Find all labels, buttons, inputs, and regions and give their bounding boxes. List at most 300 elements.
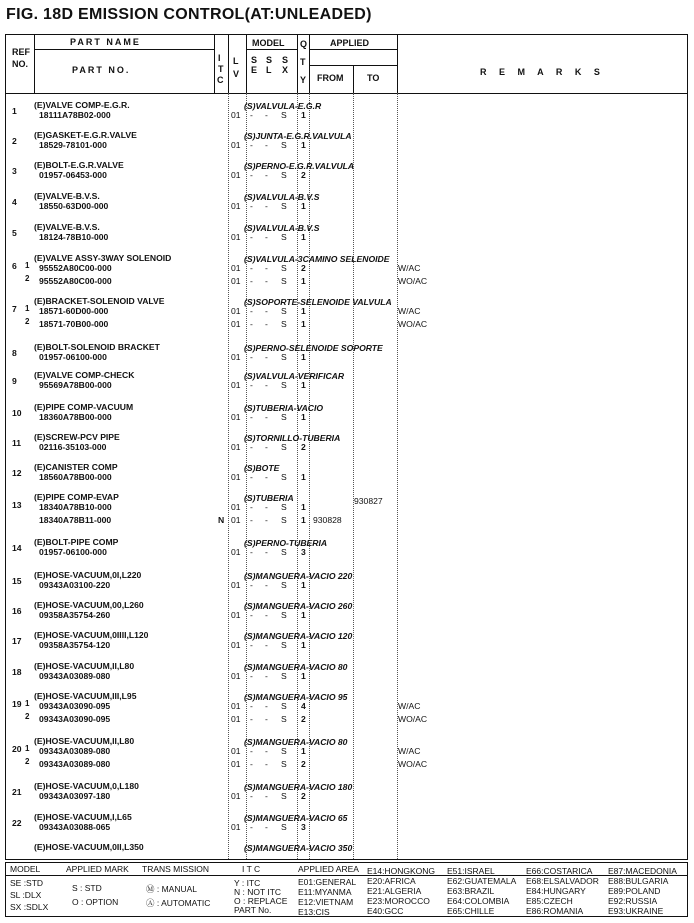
part-name: (E)VALVE COMP-CHECK — [34, 370, 135, 380]
ref-number: 12 — [12, 468, 22, 478]
legend-area-item: E85:CZECH — [526, 896, 573, 906]
qty-value: 1 — [301, 580, 306, 590]
part-name: (E)GASKET-E.G.R.VALVE — [34, 130, 137, 140]
model-sx-mark: S — [281, 170, 287, 180]
model-sx-mark: S — [281, 319, 287, 329]
part-name-header: PART NAME — [70, 37, 141, 47]
legend-transmission-header: TRANS MISSION — [142, 864, 210, 874]
legend-area-item: E93:UKRAINE — [608, 906, 664, 916]
lv-value: 01 — [231, 714, 241, 724]
legend-area-item: E21:ALGERIA — [367, 886, 422, 896]
qty-value: 1 — [301, 746, 306, 756]
lv-value: 01 — [231, 671, 241, 681]
ref-number: 1 — [12, 106, 17, 116]
lv-value: 01 — [231, 140, 241, 150]
model-se-mark: - — [250, 610, 253, 620]
lv-value: 01 — [231, 547, 241, 557]
model-sl-mark: - — [265, 472, 268, 482]
spanish-name: (S)VALVULA-B.V.S — [244, 223, 320, 233]
itc-mark: N — [218, 515, 225, 525]
spanish-name: (S)BOTE — [244, 463, 280, 473]
qty-value: 2 — [301, 759, 306, 769]
model-se-mark: - — [250, 502, 253, 512]
spanish-name: (S)MANGUERA-VACIO 350 — [244, 843, 353, 853]
legend-itc-item: PART No. — [234, 905, 272, 915]
model-se-mark: - — [250, 791, 253, 801]
spanish-name: (S)MANGUERA-VACIO 120 — [244, 631, 353, 641]
sub-index: 1 — [25, 304, 30, 313]
model-sx-mark: S — [281, 746, 287, 756]
ref-header: REF — [12, 47, 30, 57]
model-sx-mark: S — [281, 791, 287, 801]
ref-number: 9 — [12, 376, 17, 386]
qty-value: 1 — [301, 110, 306, 120]
model-se-mark: - — [250, 580, 253, 590]
model-header: MODEL — [252, 38, 285, 48]
model-sx-mark: S — [281, 502, 287, 512]
lv-value: 01 — [231, 759, 241, 769]
part-number: 18571-60D00-000 — [39, 306, 109, 316]
model-sl-mark: - — [265, 276, 268, 286]
spanish-name: (S)PERNO-E.G.R.VALVULA — [244, 161, 355, 171]
legend-area-item: E23:MOROCCO — [367, 896, 430, 906]
part-name: (E)BOLT-SOLENOID BRACKET — [34, 342, 160, 352]
legend-mark-item: S : STD — [72, 883, 102, 893]
lv-value: 01 — [231, 822, 241, 832]
model-se-mark: - — [250, 701, 253, 711]
model-sl-mark: - — [265, 580, 268, 590]
legend-area-item: E13:CIS — [298, 907, 330, 917]
ref-number: 15 — [12, 576, 22, 586]
applied-header: APPLIED — [330, 38, 370, 48]
applied-from: 930828 — [313, 515, 342, 525]
part-number: 18560A78B00-000 — [39, 472, 112, 482]
ref-number: 11 — [12, 438, 22, 448]
part-number: 09343A03089-080 — [39, 759, 111, 769]
model-sx-mark: S — [281, 714, 287, 724]
qty-value: 1 — [301, 640, 306, 650]
model-sx-mark: S — [281, 515, 287, 525]
lv-value: 01 — [231, 746, 241, 756]
legend-area-item: E86:ROMANIA — [526, 906, 584, 916]
remarks-header: R E M A R K S — [480, 67, 605, 77]
lv-value: 01 — [231, 412, 241, 422]
qty-value: 2 — [301, 714, 306, 724]
model-sl-mark: - — [265, 640, 268, 650]
model-se-mark: - — [250, 759, 253, 769]
model-sx-mark: S — [281, 263, 287, 273]
ref-number: 18 — [12, 667, 22, 677]
legend-area-item: E63:BRAZIL — [447, 886, 495, 896]
spanish-name: (S)MANGUERA-VACIO 95 — [244, 692, 348, 702]
sub-index: 1 — [25, 699, 30, 708]
legend-area-item: E40:GCC — [367, 906, 404, 916]
lv-value: 01 — [231, 319, 241, 329]
qty-value: 2 — [301, 263, 306, 273]
ref-number: 13 — [12, 500, 22, 510]
legend-area-item: E20:AFRICA — [367, 876, 416, 886]
lv-value: 01 — [231, 170, 241, 180]
spanish-name: (S)TUBERIA-VACIO — [244, 403, 324, 413]
no-header: NO. — [12, 59, 29, 69]
model-se-mark: - — [250, 412, 253, 422]
ref-number: 7 — [12, 304, 17, 314]
model-se-mark: - — [250, 276, 253, 286]
part-number: 02116-35103-000 — [39, 442, 107, 452]
model-sx-mark: S — [281, 140, 287, 150]
model-sl-mark: - — [265, 547, 268, 557]
model-se-mark: - — [250, 110, 253, 120]
remarks-value: WO/AC — [398, 276, 428, 286]
model-sl-mark: - — [265, 380, 268, 390]
model-col-sx: S X — [282, 55, 289, 75]
ref-number: 16 — [12, 606, 22, 616]
model-sx-mark: S — [281, 442, 287, 452]
sub-index: 2 — [25, 712, 30, 721]
qty-value: 4 — [301, 701, 306, 711]
sub-index: 2 — [25, 274, 30, 283]
model-sl-mark: - — [265, 746, 268, 756]
qty-value: 2 — [301, 170, 306, 180]
part-name: (E)HOSE-VACUUM,I,L65 — [34, 812, 132, 822]
model-se-mark: - — [250, 640, 253, 650]
model-se-mark: - — [250, 671, 253, 681]
part-number: 18124-78B10-000 — [39, 232, 109, 242]
model-sx-mark: S — [281, 640, 287, 650]
part-name: (E)VALVE COMP-E.G.R. — [34, 100, 130, 110]
part-number: 95552A80C00-000 — [39, 276, 112, 286]
applied-to: 930827 — [354, 496, 383, 506]
part-number: 09343A03090-095 — [39, 714, 111, 724]
part-name: (E)BOLT-PIPE COMP — [34, 537, 119, 547]
part-name: (E)SCREW-PCV PIPE — [34, 432, 120, 442]
model-se-mark: - — [250, 263, 253, 273]
qty-value: 1 — [301, 502, 306, 512]
model-sx-mark: S — [281, 822, 287, 832]
lv-value: 01 — [231, 232, 241, 242]
qty-value: 1 — [301, 380, 306, 390]
spanish-name: (S)PERNO-SELENOIDE SOPORTE — [244, 343, 383, 353]
model-sl-mark: - — [265, 412, 268, 422]
lv-value: 01 — [231, 472, 241, 482]
ref-number: 17 — [12, 636, 22, 646]
legend-model-item: SE :STD — [10, 878, 44, 888]
part-number: 18360A78B00-000 — [39, 412, 112, 422]
remarks-value: W/AC — [398, 746, 421, 756]
part-number: 09358A35754-120 — [39, 640, 111, 650]
sub-index: 1 — [25, 261, 30, 270]
spanish-name: (S)MANGUERA-VACIO 65 — [244, 813, 348, 823]
qty-value: 1 — [301, 671, 306, 681]
legend-area-item: E64:COLOMBIA — [447, 896, 510, 906]
part-number: 18340A78B11-000 — [39, 515, 112, 525]
model-sl-mark: - — [265, 110, 268, 120]
part-name: (E)HOSE-VACUUM,0,L180 — [34, 781, 139, 791]
model-se-mark: - — [250, 306, 253, 316]
legend-area-item: E66:COSTARICA — [526, 866, 593, 876]
legend-area-item: E12:VIETNAM — [298, 897, 354, 907]
lv-value: 01 — [231, 791, 241, 801]
legend-area-item: E51:ISRAEL — [447, 866, 495, 876]
qty-value: 1 — [301, 232, 306, 242]
qty-value: 1 — [301, 515, 306, 525]
part-name: (E)HOSE-VACUUM,00,L260 — [34, 600, 144, 610]
ref-number: 10 — [12, 408, 22, 418]
legend-area-item: E11:MYANMA — [298, 887, 352, 897]
spanish-name: (S)TUBERIA — [244, 493, 294, 503]
model-sl-mark: - — [265, 352, 268, 362]
qty-value: 3 — [301, 547, 306, 557]
model-se-mark: - — [250, 746, 253, 756]
model-se-mark: - — [250, 442, 253, 452]
model-sl-mark: - — [265, 610, 268, 620]
part-name: (E)HOSE-VACUUM,0IIII,L120 — [34, 630, 149, 640]
model-sl-mark: - — [265, 822, 268, 832]
sub-index: 1 — [25, 744, 30, 753]
part-name: (E)VALVE ASSY-3WAY SOLENOID — [34, 253, 172, 263]
spanish-name: (S)SOPORTE-SELENOIDE VALVULA — [244, 297, 392, 307]
qty-value: 1 — [301, 140, 306, 150]
model-se-mark: - — [250, 170, 253, 180]
spanish-name: (S)JUNTA-E.G.R.VALVULA — [244, 131, 352, 141]
model-se-mark: - — [250, 822, 253, 832]
model-sx-mark: S — [281, 759, 287, 769]
part-name: (E)HOSE-VACUUM,III,L95 — [34, 691, 137, 701]
itc-header-t: T — [218, 64, 224, 74]
model-sl-mark: - — [265, 759, 268, 769]
parts-table — [5, 34, 688, 860]
model-sx-mark: S — [281, 610, 287, 620]
to-header: TO — [367, 73, 380, 83]
spanish-name: (S)PERNO-TUBERIA — [244, 538, 328, 548]
part-no-header: PART NO. — [72, 65, 131, 75]
ref-number: 4 — [12, 197, 17, 207]
qty-value: 2 — [301, 442, 306, 452]
part-name: (E)VALVE-B.V.S. — [34, 222, 100, 232]
ref-number: 8 — [12, 348, 17, 358]
part-number: 01957-06100-000 — [39, 547, 107, 557]
ref-number: 22 — [12, 818, 22, 828]
from-header: FROM — [317, 73, 344, 83]
spanish-name: (S)MANGUERA-VACIO 80 — [244, 662, 348, 672]
ref-number: 3 — [12, 166, 17, 176]
part-number: 09343A03097-180 — [39, 791, 111, 801]
ref-number: 19 — [12, 699, 22, 709]
part-name: (E)PIPE COMP-VACUUM — [34, 402, 134, 412]
lv-value: 01 — [231, 306, 241, 316]
model-sx-mark: S — [281, 547, 287, 557]
model-se-mark: - — [250, 547, 253, 557]
legend-trans-item: Ⓐ : AUTOMATIC — [146, 898, 211, 908]
lv-value: 01 — [231, 276, 241, 286]
itc-header-i: I — [218, 53, 221, 63]
model-se-mark: - — [250, 714, 253, 724]
lv-value: 01 — [231, 352, 241, 362]
lv-value: 01 — [231, 201, 241, 211]
ref-number: 20 — [12, 744, 22, 754]
spanish-name: (S)VALVULA-B.V.S — [244, 192, 320, 202]
qty-value: 1 — [301, 610, 306, 620]
remarks-value: W/AC — [398, 306, 421, 316]
model-se-mark: - — [250, 515, 253, 525]
ref-number: 5 — [12, 228, 17, 238]
legend-itc-item: Y : ITC — [234, 878, 261, 888]
legend-area-header: APPLIED AREA — [298, 864, 359, 874]
part-name: (E)HOSE-VACUUM,0I,L220 — [34, 570, 142, 580]
part-number: 09343A03088-065 — [39, 822, 111, 832]
legend-mark-item: O : OPTION — [72, 897, 119, 907]
part-name: (E)CANISTER COMP — [34, 462, 118, 472]
sub-index: 2 — [25, 317, 30, 326]
model-sx-mark: S — [281, 276, 287, 286]
legend-area-item: E87:MACEDONIA — [608, 866, 677, 876]
remarks-value: W/AC — [398, 263, 421, 273]
legend-area-item: E88:BULGARIA — [608, 876, 669, 886]
qty-value: 2 — [301, 791, 306, 801]
model-sl-mark: - — [265, 170, 268, 180]
part-name: (E)PIPE COMP-EVAP — [34, 492, 119, 502]
legend-area-item: E89:POLAND — [608, 886, 661, 896]
qty-header-y: Y — [300, 75, 307, 85]
spanish-name: (S)MANGUERA-VACIO 80 — [244, 737, 348, 747]
lv-value: 01 — [231, 640, 241, 650]
sub-index: 2 — [25, 757, 30, 766]
model-se-mark: - — [250, 140, 253, 150]
model-col-se-s: S E — [251, 55, 258, 75]
lv-header-l: L — [233, 56, 239, 66]
model-sl-mark: - — [265, 319, 268, 329]
legend-itc-item: O : REPLACE — [234, 896, 288, 906]
part-number: 95569A78B00-000 — [39, 380, 112, 390]
lv-value: 01 — [231, 110, 241, 120]
qty-value: 3 — [301, 822, 306, 832]
model-sl-mark: - — [265, 515, 268, 525]
remarks-value: W/AC — [398, 701, 421, 711]
legend-area-item: E62:GUATEMALA — [447, 876, 517, 886]
part-name: (E)VALVE-B.V.S. — [34, 191, 100, 201]
part-name: (E)BRACKET-SOLENOID VALVE — [34, 296, 165, 306]
legend-area-item: E65:CHILLE — [447, 906, 495, 916]
qty-value: 1 — [301, 472, 306, 482]
model-sl-mark: - — [265, 263, 268, 273]
part-number: 95552A80C00-000 — [39, 263, 112, 273]
lv-value: 01 — [231, 380, 241, 390]
qty-header-q: Q — [300, 39, 308, 49]
model-se-mark: - — [250, 380, 253, 390]
model-sl-mark: - — [265, 502, 268, 512]
part-number: 18550-63D00-000 — [39, 201, 109, 211]
legend-footer — [5, 862, 688, 917]
spanish-name: (S)MANGUERA-VACIO 260 — [244, 601, 353, 611]
part-number: 18529-78101-000 — [39, 140, 107, 150]
legend-area-item: E14:HONGKONG — [367, 866, 436, 876]
legend-model-item: SL :DLX — [10, 890, 42, 900]
ref-number: 21 — [12, 787, 22, 797]
legend-area-item: E92:RUSSIA — [608, 896, 658, 906]
model-se-mark: - — [250, 201, 253, 211]
lv-value: 01 — [231, 580, 241, 590]
part-number: 09343A03100-220 — [39, 580, 111, 590]
model-sl-mark: - — [265, 714, 268, 724]
lv-value: 01 — [231, 610, 241, 620]
legend-itc-item: N : NOT ITC — [234, 887, 282, 897]
itc-header-c: C — [217, 75, 224, 85]
part-number: 09343A03089-080 — [39, 746, 111, 756]
part-number: 18111A78B02-000 — [39, 110, 111, 120]
model-sx-mark: S — [281, 701, 287, 711]
qty-value: 1 — [301, 201, 306, 211]
spanish-name: (S)MANGUERA-VACIO 220 — [244, 571, 353, 581]
remarks-value: WO/AC — [398, 319, 428, 329]
legend-applied-mark-header: APPLIED MARK — [66, 864, 129, 874]
spanish-name: (S)VALVULA-E.G.R — [244, 101, 322, 111]
qty-value: 1 — [301, 319, 306, 329]
lv-value: 01 — [231, 263, 241, 273]
legend-area-item: E01:GENERAL — [298, 877, 357, 887]
part-number: 01957-06453-000 — [39, 170, 107, 180]
remarks-value: WO/AC — [398, 714, 428, 724]
part-number: 18571-70B00-000 — [39, 319, 109, 329]
lv-header-v: V — [233, 69, 240, 79]
lv-value: 01 — [231, 442, 241, 452]
part-name: (E)HOSE-VACUUM,0II,L350 — [34, 842, 144, 852]
part-name: (E)BOLT-E.G.R.VALVE — [34, 160, 124, 170]
qty-header-t: T — [300, 57, 306, 67]
part-number: 09343A03089-080 — [39, 671, 111, 681]
qty-value: 1 — [301, 276, 306, 286]
model-sx-mark: S — [281, 306, 287, 316]
model-sl-mark: - — [265, 306, 268, 316]
qty-value: 1 — [301, 352, 306, 362]
model-sx-mark: S — [281, 232, 287, 242]
part-number: 09343A03090-095 — [39, 701, 111, 711]
legend-itc-header: I T C — [242, 864, 261, 874]
model-sx-mark: S — [281, 472, 287, 482]
model-sl-mark: - — [265, 791, 268, 801]
model-col-sl: S L — [266, 55, 273, 75]
model-se-mark: - — [250, 472, 253, 482]
lv-value: 01 — [231, 701, 241, 711]
model-sx-mark: S — [281, 201, 287, 211]
model-se-mark: - — [250, 319, 253, 329]
model-sx-mark: S — [281, 352, 287, 362]
ref-number: 2 — [12, 136, 17, 146]
legend-model-item: SX :SDLX — [10, 902, 49, 912]
remarks-value: WO/AC — [398, 759, 428, 769]
qty-value: 1 — [301, 412, 306, 422]
model-sl-mark: - — [265, 442, 268, 452]
model-sl-mark: - — [265, 671, 268, 681]
ref-number: 6 — [12, 261, 17, 271]
part-number: 18340A78B10-000 — [39, 502, 112, 512]
model-sx-mark: S — [281, 580, 287, 590]
spanish-name: (S)TORNILLO-TUBERIA — [244, 433, 341, 443]
page-title: FIG. 18D EMISSION CONTROL(AT:UNLEADED) — [6, 6, 372, 23]
legend-area-item: E68:ELSALVADOR — [526, 876, 599, 886]
model-sl-mark: - — [265, 701, 268, 711]
lv-value: 01 — [231, 515, 241, 525]
part-number: 09358A35754-260 — [39, 610, 111, 620]
legend-trans-item: Ⓜ : MANUAL — [146, 884, 198, 894]
part-name: (E)HOSE-VACUUM,II,L80 — [34, 736, 135, 746]
lv-value: 01 — [231, 502, 241, 512]
model-se-mark: - — [250, 352, 253, 362]
legend-model-header: MODEL — [10, 864, 41, 874]
model-se-mark: - — [250, 232, 253, 242]
model-sx-mark: S — [281, 671, 287, 681]
legend-area-item: E84:HUNGARY — [526, 886, 586, 896]
ref-number: 14 — [12, 543, 22, 553]
